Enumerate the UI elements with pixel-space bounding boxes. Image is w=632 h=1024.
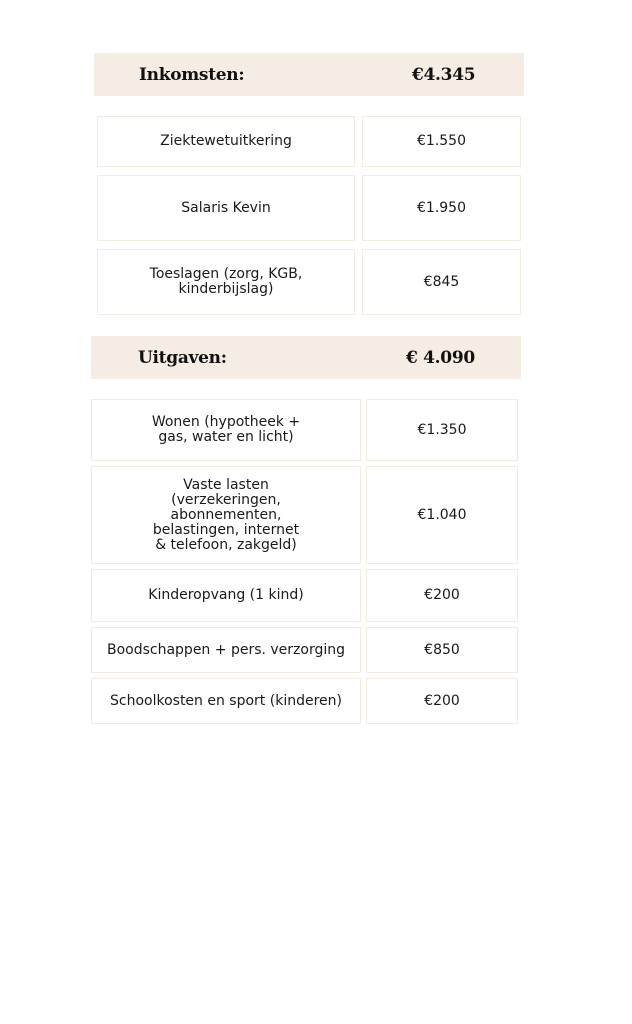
income-amount-cell: €1.550 [362, 116, 521, 167]
expense-amount-cell: €200 [366, 569, 518, 622]
expense-item-cell: Wonen (hypotheek + gas, water en licht) [91, 399, 361, 461]
expense-item-cell: Kinderopvang (1 kind) [91, 569, 361, 622]
expenses-total: € 4.090 [406, 347, 475, 368]
expenses-header [91, 336, 521, 379]
expense-amount-cell: €1.040 [366, 466, 518, 564]
income-amount-cell: €845 [362, 249, 521, 315]
expenses-label: Uitgaven: [138, 347, 227, 368]
income-amount-cell: €1.950 [362, 175, 521, 241]
expense-amount-cell: €200 [366, 678, 518, 724]
income-item-cell: Ziektewetuitkering [97, 116, 355, 167]
income-label: Inkomsten: [139, 64, 245, 85]
expense-item-cell: Schoolkosten en sport (kinderen) [91, 678, 361, 724]
income-item-cell: Salaris Kevin [97, 175, 355, 241]
income-item-cell: Toeslagen (zorg, KGB, kinderbijslag) [97, 249, 355, 315]
expense-amount-cell: €850 [366, 627, 518, 673]
income-total: €4.345 [412, 64, 476, 85]
expense-item-cell: Vaste lasten (verzekeringen, abonnementen, belastingen, internet & telefoon, zakgeld) [91, 466, 361, 564]
expense-item-cell: Boodschappen + pers. verzorging [91, 627, 361, 673]
expense-amount-cell: €1.350 [366, 399, 518, 461]
income-header [94, 53, 524, 96]
